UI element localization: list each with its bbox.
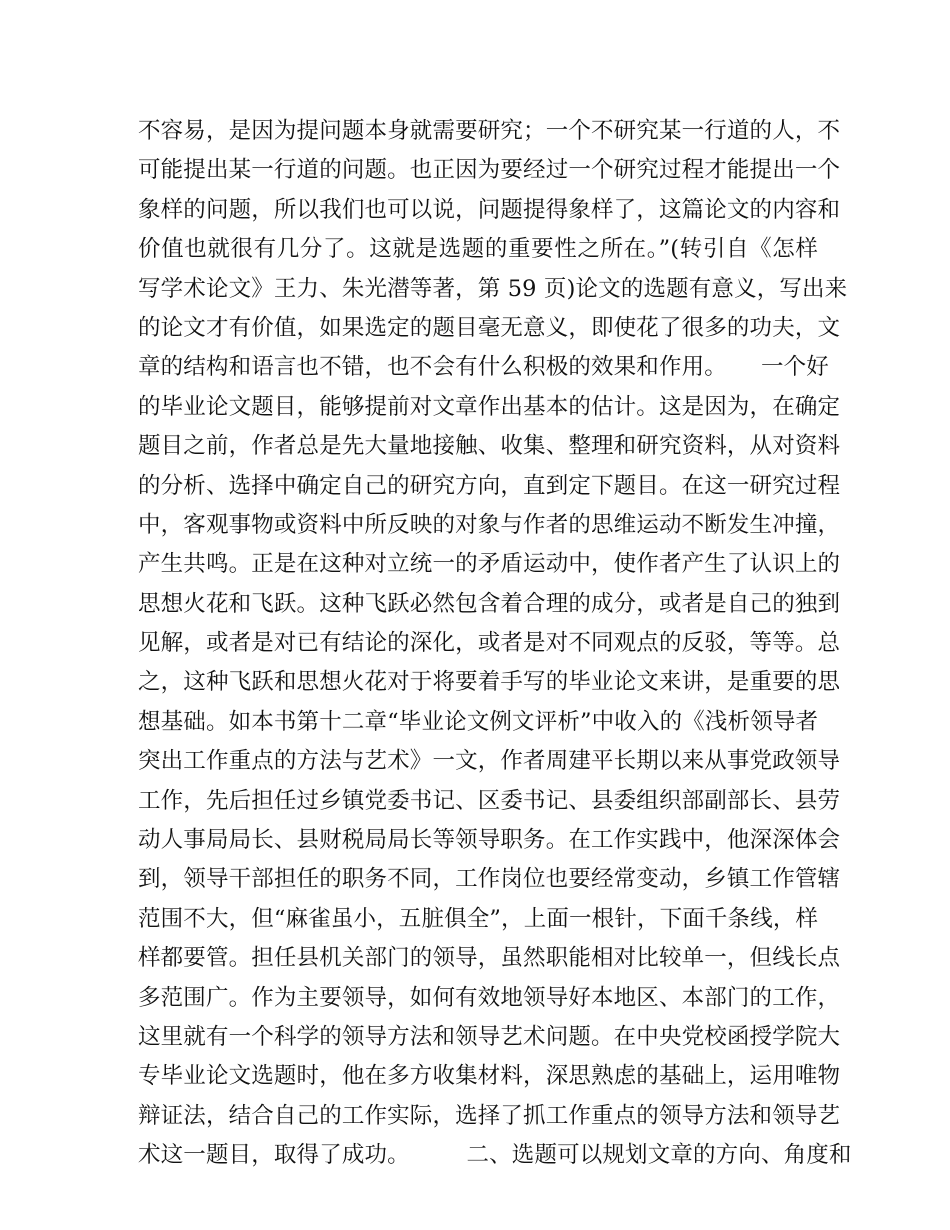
text-line: 象样的问题，所以我们也可以说，问题提得象样了，这篇论文的内容和 (138, 196, 841, 223)
text-line: 专毕业论文选题时，他在多方收集材料，深思熟虑的基础上，运用唯物 (138, 1063, 841, 1090)
text-line: 辩证法，结合自己的工作实际，选择了抓工作重点的领导方法和领导艺 (138, 1102, 841, 1129)
text-line: 章的结构和语言也不错，也不会有什么积极的效果和作用。 一个好 (138, 354, 829, 381)
text-line: 产生共鸣。正是在这种对立统一的矛盾运动中，使作者产生了认识上的 (138, 551, 841, 578)
text-line: 的论文才有价值，如果选定的题目毫无意义，即使花了很多的功夫，文 (138, 314, 841, 341)
text-line: 可能提出某一行道的问题。也正因为要经过一个研究过程才能提出一个 (138, 157, 841, 184)
text-line: 之，这种飞跃和思想火花对于将要着手写的毕业论文来讲，是重要的思 (138, 669, 841, 696)
text-line: 多范围广。作为主要领导，如何有效地领导好本地区、本部门的工作， (138, 984, 841, 1011)
text-line: 工作，先后担任过乡镇党委书记、区委书记、县委组织部副部长、县劳 (138, 787, 841, 814)
text-line: 不容易，是因为提问题本身就需要研究；一个不研究某一行道的人，不 (138, 118, 841, 144)
text-line: 动人事局局长、县财税局局长等领导职务。在工作实践中，他深深体会 (138, 827, 841, 854)
text-line: 范围不大，但“麻雀虽小，五脏俱全”，上面一根针，下面千条线，样 (138, 905, 819, 932)
text-line: 的毕业论文题目，能够提前对文章作出基本的估计。这是因为，在确定 (138, 393, 841, 420)
text-line: 思想火花和飞跃。这种飞跃必然包含着合理的成分，或者是自己的独到 (138, 590, 841, 617)
body-text (138, 112, 852, 1176)
text-line: 这里就有一个科学的领导方法和领导艺术问题。在中央党校函授学院大 (138, 1023, 841, 1050)
text-line: 术这一题目，取得了成功。 二、选题可以规划文章的方向、角度和 (138, 1142, 852, 1169)
text-line: 的分析、选择中确定自己的研究方向，直到定下题目。在这一研究过程 (138, 472, 841, 499)
text-line: 样都要管。担任县机关部门的领导，虽然职能相对比较单一，但线长点 (138, 945, 841, 972)
text-line: 见解，或者是对已有结论的深化，或者是对不同观点的反驳，等等。总 (138, 630, 841, 657)
text-line: 到，领导干部担任的职务不同，工作岗位也要经常变动，乡镇工作管辖 (138, 866, 841, 893)
text-line: 想基础。如本书第十二章“毕业论文例文评析”中收入的《浅析领导者 (138, 708, 819, 735)
text-line: 写学术论文》王力、朱光潜等著，第 59 页)论文的选题有意义，写出来 (138, 275, 848, 302)
text-line: 中，客观事物或资料中所反映的对象与作者的思维运动不断发生冲撞， (138, 511, 841, 538)
text-line: 题目之前，作者总是先大量地接触、收集、整理和研究资料，从对资料 (138, 433, 841, 460)
text-line: 价值也就很有几分了。这就是选题的重要性之所在。”(转引自《怎样 (138, 236, 818, 263)
text-line: 突出工作重点的方法与艺术》一文，作者周建平长期以来从事党政领导 (138, 748, 841, 775)
